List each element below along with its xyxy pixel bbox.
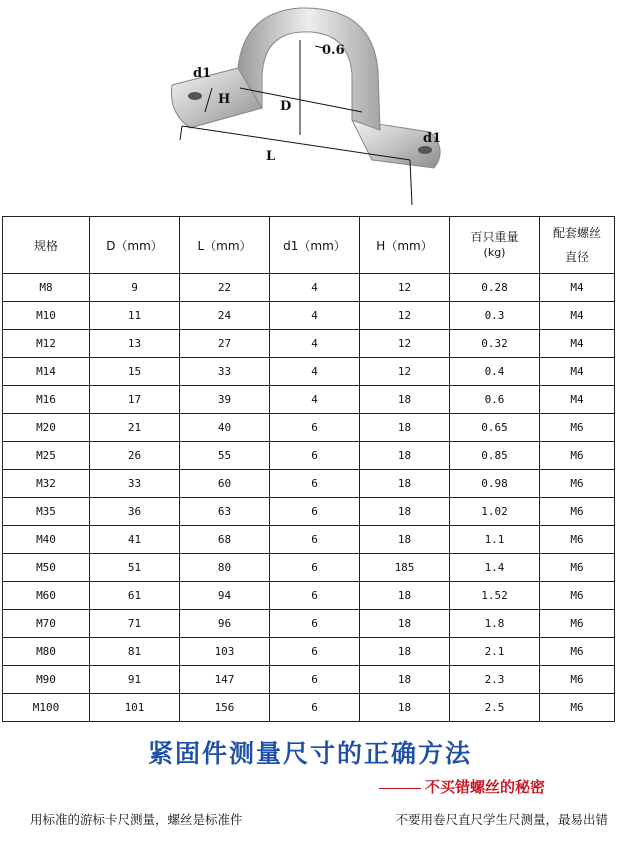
cell-weight: 0.32: [450, 330, 540, 358]
table-row: [3, 386, 615, 414]
h-label: H: [218, 92, 231, 107]
cell-l: 22: [180, 274, 270, 302]
cell-h: 18: [360, 526, 450, 554]
header-weight-line1: 百只重量: [470, 230, 519, 244]
cell-weight: 0.85: [450, 442, 540, 470]
cell-spec: M60: [3, 582, 90, 610]
cell-d1: 4: [270, 302, 360, 330]
footer-title: 紧固件测量尺寸的正确方法: [147, 739, 472, 768]
cell-h: 18: [360, 694, 450, 722]
cell-weight: 0.4: [450, 358, 540, 386]
cell-spec: M20: [3, 414, 90, 442]
cell-d1: 4: [270, 358, 360, 386]
cell-weight: 0.65: [450, 414, 540, 442]
cell-l: 33: [180, 358, 270, 386]
table-header-row: [3, 217, 615, 274]
cell-d1: 4: [270, 386, 360, 414]
cell-spec: M80: [3, 638, 90, 666]
cell-weight: 1.4: [450, 554, 540, 582]
table-row: [3, 330, 615, 358]
header-l: L（mm）: [180, 217, 270, 274]
cell-spec: M90: [3, 666, 90, 694]
cell-d: 101: [90, 694, 180, 722]
cell-h: 12: [360, 358, 450, 386]
cell-d1: 6: [270, 414, 360, 442]
cell-l: 96: [180, 610, 270, 638]
cell-h: 185: [360, 554, 450, 582]
product-diagram: [0, 0, 620, 215]
d1-left-label: d1: [193, 66, 212, 81]
right-hole: [418, 146, 432, 154]
cell-d: 61: [90, 582, 180, 610]
table-row: [3, 582, 615, 610]
footer-subtitle: 不买错螺丝的秘密: [424, 778, 545, 796]
cell-screw: M4: [540, 302, 615, 330]
cell-screw: M6: [540, 582, 615, 610]
cell-weight: 0.28: [450, 274, 540, 302]
cell-d1: 4: [270, 274, 360, 302]
cell-weight: 2.1: [450, 638, 540, 666]
spec-table: [2, 216, 615, 722]
table-row: [3, 554, 615, 582]
header-weight: [450, 217, 540, 274]
table-row: [3, 358, 615, 386]
cell-l: 63: [180, 498, 270, 526]
table-row: [3, 638, 615, 666]
cell-screw: M6: [540, 414, 615, 442]
header-weight-line2: (kg): [483, 246, 506, 259]
table-row: [3, 470, 615, 498]
cell-l: 40: [180, 414, 270, 442]
cell-h: 18: [360, 498, 450, 526]
footer-left-note: 用标准的游标卡尺测量，螺丝是标准件: [30, 812, 243, 827]
table-row: [3, 666, 615, 694]
table-row: [3, 274, 615, 302]
cell-d1: 6: [270, 582, 360, 610]
cell-d1: 6: [270, 610, 360, 638]
header-screw-line2: 直径: [564, 250, 589, 264]
cell-weight: 1.52: [450, 582, 540, 610]
cell-spec: M100: [3, 694, 90, 722]
d-label: D: [280, 99, 292, 114]
cell-h: 18: [360, 638, 450, 666]
cell-spec: M70: [3, 610, 90, 638]
cell-spec: M40: [3, 526, 90, 554]
table-row: [3, 498, 615, 526]
cell-spec: M35: [3, 498, 90, 526]
header-d: D（mm）: [90, 217, 180, 274]
cell-weight: 0.98: [450, 470, 540, 498]
cell-weight: 2.5: [450, 694, 540, 722]
cell-d: 51: [90, 554, 180, 582]
cell-l: 60: [180, 470, 270, 498]
cell-d: 81: [90, 638, 180, 666]
cell-d: 36: [90, 498, 180, 526]
cell-h: 18: [360, 582, 450, 610]
cell-spec: M8: [3, 274, 90, 302]
cell-screw: M6: [540, 470, 615, 498]
cell-screw: M4: [540, 386, 615, 414]
cell-d: 15: [90, 358, 180, 386]
thickness-label: 0.6: [322, 43, 345, 58]
cell-h: 18: [360, 386, 450, 414]
cell-l: 27: [180, 330, 270, 358]
footer-subtitle-wrap: [379, 776, 545, 797]
cell-h: 12: [360, 302, 450, 330]
cell-screw: M6: [540, 526, 615, 554]
d1-right-label: d1: [423, 131, 442, 146]
cell-weight: 1.02: [450, 498, 540, 526]
cell-screw: M6: [540, 666, 615, 694]
cell-spec: M14: [3, 358, 90, 386]
table-row: [3, 442, 615, 470]
cell-d1: 6: [270, 554, 360, 582]
cell-screw: M4: [540, 358, 615, 386]
cell-weight: 0.3: [450, 302, 540, 330]
cell-l: 94: [180, 582, 270, 610]
table-row: [3, 610, 615, 638]
cell-l: 24: [180, 302, 270, 330]
cell-h: 18: [360, 666, 450, 694]
cell-h: 12: [360, 274, 450, 302]
header-h: H（mm）: [360, 217, 450, 274]
cell-d: 71: [90, 610, 180, 638]
cell-screw: M6: [540, 638, 615, 666]
cell-weight: 0.6: [450, 386, 540, 414]
cell-l: 68: [180, 526, 270, 554]
cell-spec: M10: [3, 302, 90, 330]
cell-spec: M12: [3, 330, 90, 358]
cell-d: 21: [90, 414, 180, 442]
l-label: L: [266, 149, 276, 164]
header-screw-line1: 配套螺丝: [552, 226, 601, 240]
cell-h: 18: [360, 470, 450, 498]
cell-d: 41: [90, 526, 180, 554]
cell-d: 91: [90, 666, 180, 694]
footer-right-note: 不要用卷尺直尺学生尺测量，最易出错: [395, 812, 608, 827]
cell-screw: M6: [540, 442, 615, 470]
table-row: [3, 694, 615, 722]
cell-d1: 6: [270, 666, 360, 694]
cell-screw: M6: [540, 498, 615, 526]
table-row: [3, 414, 615, 442]
table-row: [3, 302, 615, 330]
left-hole: [188, 92, 202, 100]
cell-h: 12: [360, 330, 450, 358]
cell-spec: M32: [3, 470, 90, 498]
cell-d: 11: [90, 302, 180, 330]
cell-d1: 6: [270, 442, 360, 470]
header-d1: d1（mm）: [270, 217, 360, 274]
cell-d: 26: [90, 442, 180, 470]
cell-l: 147: [180, 666, 270, 694]
cell-d: 33: [90, 470, 180, 498]
cell-spec: M50: [3, 554, 90, 582]
cell-d1: 6: [270, 498, 360, 526]
cell-d1: 6: [270, 694, 360, 722]
cell-l: 55: [180, 442, 270, 470]
table-row: [3, 526, 615, 554]
measurement-footer: [0, 722, 620, 860]
cell-l: 156: [180, 694, 270, 722]
cell-d: 9: [90, 274, 180, 302]
cell-l: 80: [180, 554, 270, 582]
cell-weight: 1.1: [450, 526, 540, 554]
cell-spec: M25: [3, 442, 90, 470]
cell-screw: M6: [540, 694, 615, 722]
cell-screw: M6: [540, 554, 615, 582]
cell-spec: M16: [3, 386, 90, 414]
cell-h: 18: [360, 610, 450, 638]
pipe-clamp-illustration: [0, 0, 620, 215]
cell-d: 13: [90, 330, 180, 358]
cell-d1: 4: [270, 330, 360, 358]
cell-d1: 6: [270, 470, 360, 498]
cell-d1: 6: [270, 526, 360, 554]
header-spec: 规格: [3, 217, 90, 274]
cell-screw: M4: [540, 330, 615, 358]
cell-h: 18: [360, 442, 450, 470]
cell-screw: M4: [540, 274, 615, 302]
cell-d: 17: [90, 386, 180, 414]
header-screw: [540, 217, 615, 274]
cell-d1: 6: [270, 638, 360, 666]
cell-h: 18: [360, 414, 450, 442]
cell-l: 103: [180, 638, 270, 666]
cell-weight: 1.8: [450, 610, 540, 638]
table-body: [3, 274, 615, 722]
cell-screw: M6: [540, 610, 615, 638]
cell-l: 39: [180, 386, 270, 414]
cell-weight: 2.3: [450, 666, 540, 694]
subtitle-dash: [379, 788, 421, 789]
